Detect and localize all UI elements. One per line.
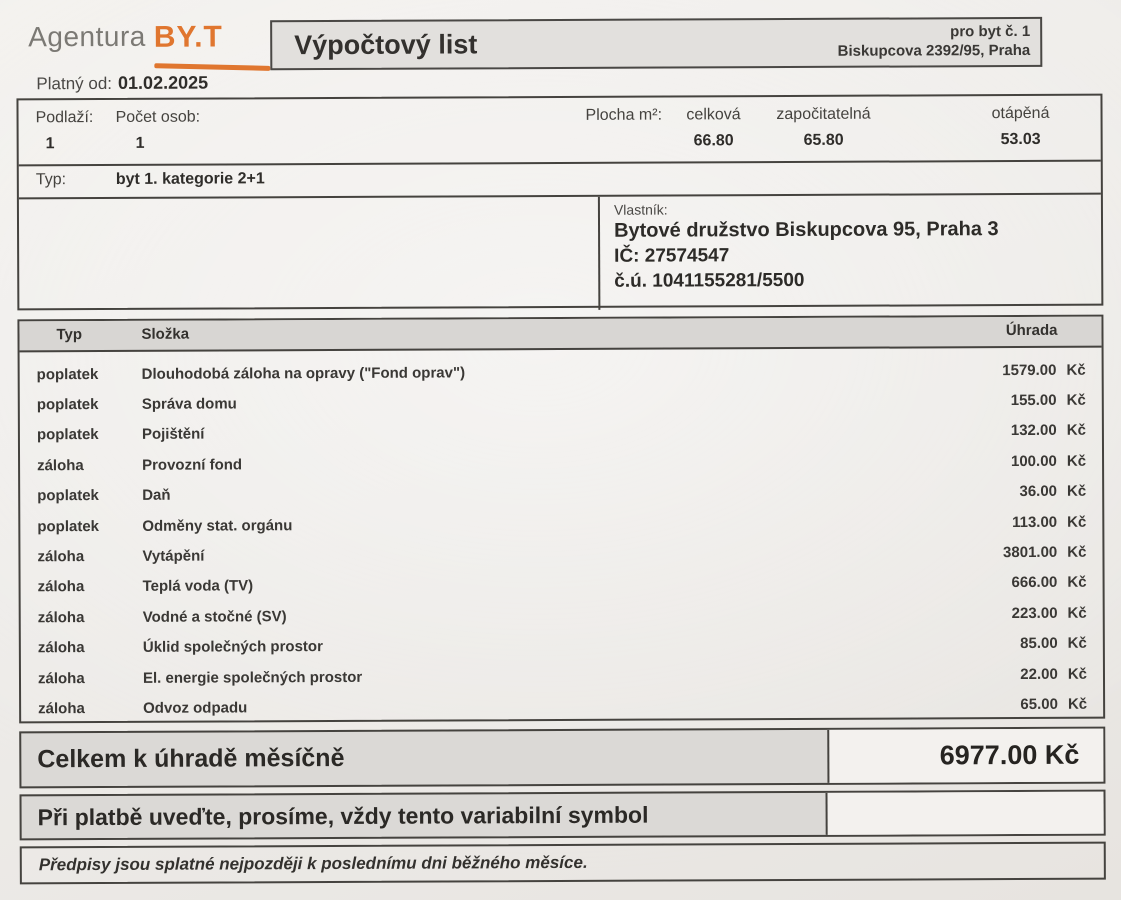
table-row	[20, 476, 1102, 511]
area-col-total-label: celková	[686, 106, 741, 124]
logo-brand-text: BY.T	[153, 20, 223, 54]
row-type: záloha	[37, 669, 85, 687]
row-currency: Kč	[1067, 574, 1087, 592]
unit-info-box	[16, 94, 1103, 311]
row-amount-cell	[913, 635, 1103, 653]
table-row	[20, 507, 1102, 542]
floor-value: 1	[45, 135, 55, 153]
column-header-type: Typ	[56, 326, 83, 344]
column-header-item: Složka	[141, 325, 190, 343]
row-type: poplatek	[37, 517, 100, 535]
area-label: Plocha m²:	[585, 106, 663, 124]
logo-underline-swoosh-icon	[154, 63, 270, 71]
row-type: poplatek	[37, 487, 99, 505]
area-col-total-value: 66.80	[693, 132, 734, 150]
unit-type-value: byt 1. kategorie 2+1	[115, 170, 265, 188]
row-currency: Kč	[1066, 452, 1087, 470]
unit-type-label: Typ:	[35, 171, 67, 189]
monthly-total-label: Celkem k úhradě měsíčně	[37, 743, 345, 774]
row-type: záloha	[38, 700, 85, 718]
agency-logo	[28, 19, 223, 54]
area-col-countable-label: započitatelná	[776, 105, 871, 124]
row-type: poplatek	[36, 365, 99, 383]
row-item: Daň	[142, 486, 171, 505]
table-row	[21, 628, 1103, 663]
row-amount-cell	[913, 696, 1103, 714]
row-currency: Kč	[1067, 543, 1087, 561]
table-row	[21, 659, 1103, 694]
owner-row-empty-cell	[19, 197, 598, 313]
table-row	[21, 567, 1103, 602]
area-col-heated-label: otápěná	[991, 104, 1050, 123]
row-item: Vytápění	[142, 547, 205, 565]
owner-company-id: IČ: 27574547	[614, 245, 730, 267]
row-amount-value: 3801.00	[1002, 543, 1058, 562]
persons-value: 1	[135, 134, 145, 152]
apartment-street-line: Biskupcova 2392/95, Praha	[837, 41, 1031, 60]
row-type: záloha	[37, 456, 84, 475]
row-item: Správa domu	[141, 395, 237, 413]
row-currency: Kč	[1067, 604, 1087, 622]
document-title-box	[270, 17, 1042, 70]
row-amount-value: 132.00	[1010, 422, 1057, 440]
page-title: Výpočtový list	[294, 28, 478, 60]
row-amount-value: 223.00	[1011, 604, 1058, 622]
variable-symbol-empty-cell	[825, 792, 1103, 835]
row-amount-value: 113.00	[1012, 513, 1058, 531]
row-item: Pojištění	[141, 426, 205, 444]
table-row	[20, 415, 1102, 450]
row-amount-cell	[913, 665, 1103, 683]
row-item: Odvoz odpadu	[143, 699, 248, 717]
valid-from-label: Platný od:	[36, 73, 113, 94]
monthly-total-row	[19, 727, 1105, 789]
row-amount-cell	[912, 544, 1102, 562]
row-type: záloha	[37, 639, 85, 657]
row-amount-cell	[913, 604, 1103, 622]
owner-cell	[598, 195, 1101, 310]
row-amount-value: 1579.00	[1002, 361, 1057, 379]
row-amount-cell	[912, 483, 1102, 501]
column-header-amount: Úhrada	[1005, 321, 1058, 340]
row-currency: Kč	[1066, 391, 1086, 409]
valid-from	[36, 73, 208, 95]
row-currency: Kč	[1067, 665, 1088, 683]
row-currency: Kč	[1067, 513, 1087, 531]
owner-name: Bytové družstvo Biskupcova 95, Praha 3	[613, 218, 999, 242]
owner-bank-account: č.ú. 1041155281/5500	[614, 269, 805, 292]
area-col-heated-value: 53.03	[1000, 130, 1041, 149]
row-amount-cell	[912, 452, 1102, 470]
apartment-address-block	[838, 23, 1031, 61]
table-row	[20, 355, 1102, 390]
table-row	[20, 537, 1102, 572]
row-currency: Kč	[1066, 482, 1087, 501]
row-type: poplatek	[36, 396, 99, 414]
row-amount-cell	[912, 422, 1102, 440]
row-type: poplatek	[36, 426, 99, 444]
row-amount-value: 36.00	[1019, 483, 1058, 501]
table-row	[21, 598, 1103, 633]
valid-from-value: 01.02.2025	[117, 72, 209, 93]
row-type: záloha	[37, 548, 85, 566]
due-date-note: Předpisy jsou splatné nejpozději k poslednímu dni běžného měsíce.	[38, 852, 588, 875]
row-type: záloha	[37, 578, 85, 596]
row-item: Úklid společných prostor	[142, 638, 323, 657]
persons-label: Počet osob:	[115, 108, 201, 126]
fees-table-body	[20, 348, 1104, 724]
row-amount-cell	[912, 361, 1102, 379]
monthly-total-value: 6977.00 Kč	[827, 729, 1103, 783]
row-currency: Kč	[1066, 361, 1086, 379]
unit-type-row	[19, 162, 1101, 200]
logo-prefix-text: Agentura	[28, 20, 146, 53]
apartment-number-line: pro byt č. 1	[950, 23, 1031, 41]
row-amount-value: 100.00	[1010, 452, 1057, 470]
floor-label: Podlaží:	[35, 109, 94, 127]
row-amount-value: 155.00	[1010, 391, 1057, 410]
row-item: Vodné a stočné (SV)	[142, 608, 287, 626]
row-currency: Kč	[1067, 695, 1088, 713]
table-row	[20, 446, 1102, 481]
owner-label: Vlastník:	[613, 201, 668, 218]
row-amount-value: 85.00	[1020, 635, 1058, 653]
table-row	[20, 385, 1102, 420]
fees-table	[17, 315, 1105, 724]
row-item: Teplá voda (TV)	[142, 577, 254, 596]
row-item: Dlouhodobá záloha na opravy ("Fond oprav")	[141, 364, 466, 383]
row-item: El. energie společných prostor	[142, 668, 363, 687]
row-currency: Kč	[1067, 634, 1087, 652]
due-date-note-row	[20, 842, 1106, 885]
row-type: záloha	[37, 608, 85, 627]
row-amount-cell	[912, 392, 1102, 410]
table-row	[21, 689, 1103, 724]
fees-table-header	[19, 317, 1101, 353]
row-amount-value: 22.00	[1020, 665, 1058, 683]
row-amount-value: 666.00	[1011, 574, 1058, 592]
area-col-countable-value: 65.80	[803, 131, 844, 149]
variable-symbol-row	[19, 790, 1105, 841]
row-currency: Kč	[1066, 422, 1086, 440]
row-item: Provozní fond	[142, 456, 243, 474]
row-amount-cell	[913, 574, 1103, 592]
row-amount-cell	[912, 513, 1102, 531]
row-item: Odměny stat. orgánu	[142, 516, 293, 535]
variable-symbol-note: Při platbě uveďte, prosíme, vždy tento variabilní symbol	[37, 801, 649, 830]
row-amount-value: 65.00	[1020, 695, 1058, 713]
unit-metrics-row	[18, 96, 1100, 167]
owner-row	[19, 195, 1101, 313]
